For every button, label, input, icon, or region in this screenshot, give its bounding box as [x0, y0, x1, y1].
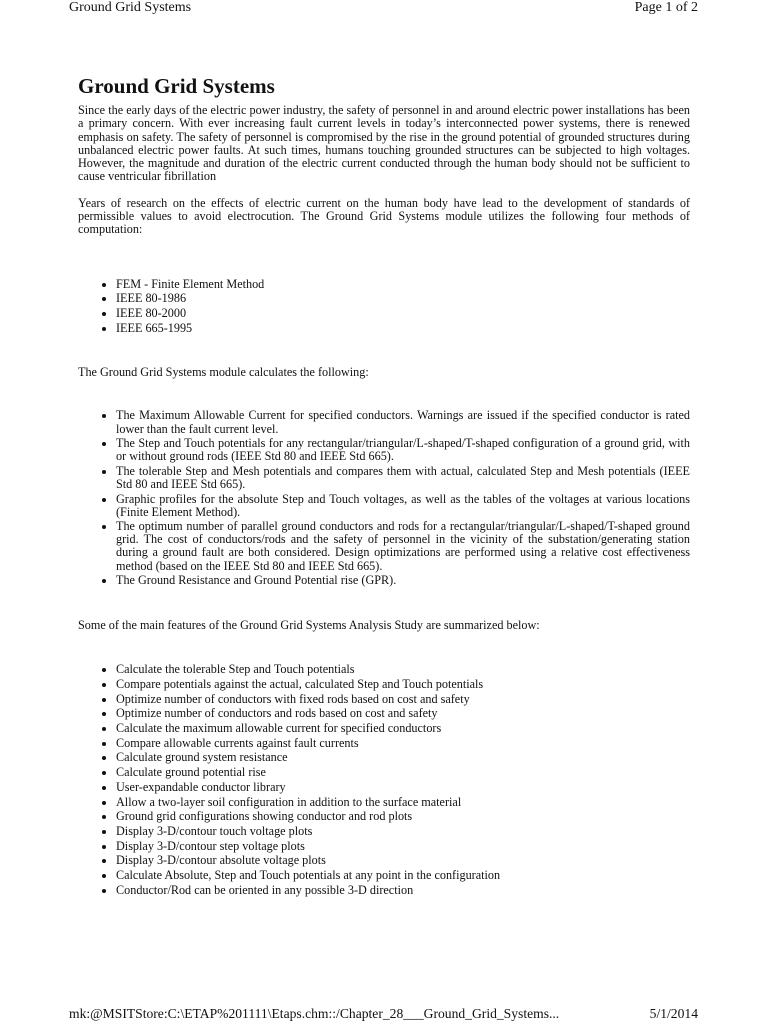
list-item: • Allow a two-layer soil configuration in addition to the surface material	[116, 795, 690, 810]
list-item: • IEEE 80-2000	[116, 306, 690, 321]
list-item: • The Maximum Allowable Current for specified conductors. Warnings are issued if the specified conductor is rated lower than the fault current level.	[116, 409, 690, 435]
list-item: • Compare potentials against the actual, calculated Step and Touch potentials	[116, 677, 690, 692]
list-item: • The optimum number of parallel ground conductors and rods for a rectangular/triangular/L-shaped/T-shaped ground grid. The cost of conductors/rods and the safety of personnel in the vicinity of the substation/generating station during a ground fault are both considered. Design optimizations are performed using a relative cost effectiveness method (based on the IEEE Std 80 and IEEE Std 665).	[116, 520, 690, 572]
list-item: • IEEE 80-1986	[116, 291, 690, 306]
list-item: • Calculate the tolerable Step and Touch potentials	[116, 662, 690, 677]
list-item: • Calculate ground system resistance	[116, 750, 690, 765]
footer-path: mk:@MSITStore:C:\ETAP%201111\Etaps.chm::/Chapter_28___Ground_Grid_Systems...	[69, 1006, 560, 1021]
features-list	[78, 662, 690, 897]
list-item: • Display 3-D/contour step voltage plots	[116, 839, 690, 854]
features-lead: Some of the main features of the Ground Grid Systems Analysis Study are summarized below:	[78, 618, 540, 633]
page-title: Ground Grid Systems	[78, 74, 275, 98]
header-page-number: Page 1 of 2	[634, 0, 698, 15]
list-item: • Calculate the maximum allowable current for specified conductors	[116, 721, 690, 736]
intro-paragraph: Since the early days of the electric power industry, the safety of personnel in and around electric power installations has been a primary concern. With ever increasing fault current levels in today’s interconnected power systems, there is renewed emphasis on safety. The safety of personnel is compromised by the rise in the ground potential of grounded structures during unbalanced electric power faults. At such times, humans touching grounded structures can be subjected to high voltages. However, the magnitude and duration of the electric current conducted through the human body should not be sufficient to cause ventricular fibrillation	[78, 103, 690, 184]
list-item: • IEEE 665-1995	[116, 321, 690, 336]
list-item: • Optimize number of conductors and rods based on cost and safety	[116, 706, 690, 721]
list-item: • FEM - Finite Element Method	[116, 277, 690, 292]
list-item: • Display 3-D/contour absolute voltage plots	[116, 853, 690, 868]
list-item: • Ground grid configurations showing conductor and rod plots	[116, 809, 690, 824]
footer-date: 5/1/2014	[649, 1006, 698, 1021]
research-paragraph: Years of research on the effects of electric current on the human body have lead to the development of standards of permissible values to avoid electrocution. The Ground Grid Systems module utilizes the following four methods of computation:	[78, 195, 690, 237]
list-item: • Display 3-D/contour touch voltage plots	[116, 824, 690, 839]
list-item: • Calculate ground potential rise	[116, 765, 690, 780]
header-title: Ground Grid Systems	[69, 0, 192, 15]
list-item: • The Ground Resistance and Ground Potential rise (GPR).	[116, 574, 690, 587]
list-item: • Optimize number of conductors with fixed rods based on cost and safety	[116, 692, 690, 707]
calculations-lead: The Ground Grid Systems module calculates the following:	[78, 365, 369, 380]
list-item: • Calculate Absolute, Step and Touch potentials at any point in the configuration	[116, 868, 690, 883]
calculations-list	[78, 409, 690, 587]
list-item: • The Step and Touch potentials for any rectangular/triangular/L-shaped/T-shaped configuration of a ground grid, with or without ground rods (IEEE Std 80 and IEEE Std 665).	[116, 437, 690, 463]
list-item: • Compare allowable currents against fault currents	[116, 736, 690, 751]
list-item: • Conductor/Rod can be oriented in any possible 3-D direction	[116, 883, 690, 898]
document-body	[78, 74, 690, 897]
methods-list	[78, 277, 690, 336]
list-item: • Graphic profiles for the absolute Step and Touch voltages, as well as the tables of the voltages at various locations (Finite Element Method).	[116, 493, 690, 519]
list-item: • The tolerable Step and Mesh potentials and compares them with actual, calculated Step and Mesh potentials (IEEE Std 80 and IEEE Std 665).	[116, 465, 690, 491]
list-item: • User-expandable conductor library	[116, 780, 690, 795]
